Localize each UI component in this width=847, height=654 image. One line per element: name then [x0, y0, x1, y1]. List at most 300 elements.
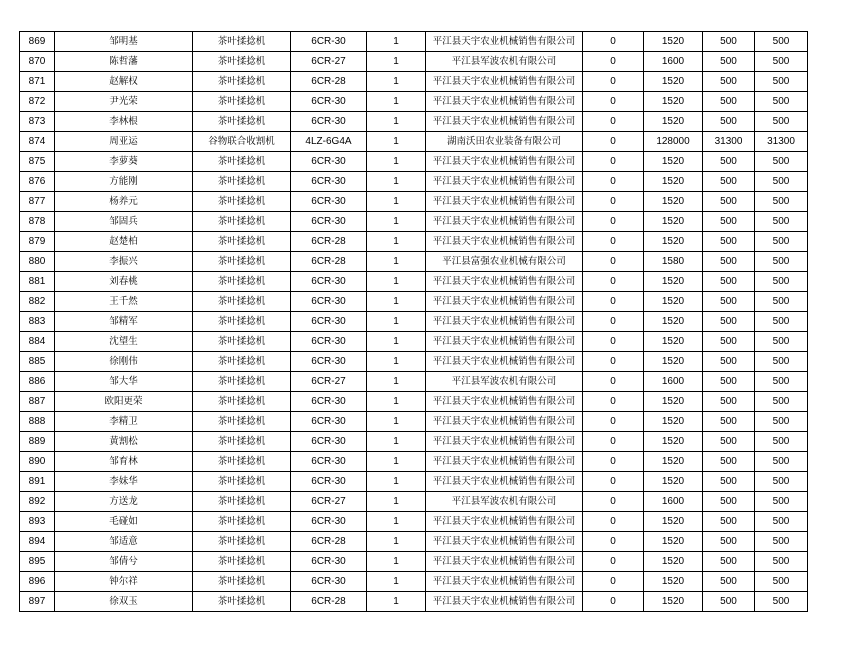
subsidy-total-cell: 500	[755, 452, 808, 472]
dealer-cell: 平江县天宇农业机械销售有限公司	[426, 292, 583, 312]
quantity-cell: 1	[367, 572, 426, 592]
name-cell: 李萝葵	[55, 152, 193, 172]
price-cell: 1520	[644, 272, 703, 292]
subsidy-total-cell: 500	[755, 292, 808, 312]
subsidy-cell: 500	[703, 572, 755, 592]
table-row	[20, 92, 808, 112]
quantity-cell: 1	[367, 392, 426, 412]
quantity-cell: 1	[367, 492, 426, 512]
subsidy-total-cell: 500	[755, 72, 808, 92]
table-row	[20, 112, 808, 132]
dealer-cell: 平江县军波农机有限公司	[426, 372, 583, 392]
table-row	[20, 152, 808, 172]
zero-value-cell: 0	[583, 132, 644, 152]
quantity-cell: 1	[367, 372, 426, 392]
serial-number-cell: 887	[20, 392, 55, 412]
table-row	[20, 552, 808, 572]
zero-value-cell: 0	[583, 552, 644, 572]
dealer-cell: 平江县天宇农业机械销售有限公司	[426, 312, 583, 332]
name-cell: 方送龙	[55, 492, 193, 512]
serial-number-cell: 894	[20, 532, 55, 552]
quantity-cell: 1	[367, 252, 426, 272]
serial-number-cell: 876	[20, 172, 55, 192]
name-cell: 李妹华	[55, 472, 193, 492]
model-cell: 6CR-30	[291, 92, 367, 112]
subsidy-cell: 500	[703, 212, 755, 232]
dealer-cell: 平江县天宇农业机械销售有限公司	[426, 572, 583, 592]
table-row	[20, 412, 808, 432]
zero-value-cell: 0	[583, 52, 644, 72]
zero-value-cell: 0	[583, 412, 644, 432]
quantity-cell: 1	[367, 172, 426, 192]
machine-type-cell: 茶叶揉捻机	[193, 472, 291, 492]
subsidy-total-cell: 500	[755, 392, 808, 412]
price-cell: 1520	[644, 232, 703, 252]
serial-number-cell: 886	[20, 372, 55, 392]
model-cell: 6CR-30	[291, 452, 367, 472]
name-cell: 毛碰如	[55, 512, 193, 532]
subsidy-total-cell: 500	[755, 492, 808, 512]
machine-type-cell: 茶叶揉捻机	[193, 152, 291, 172]
zero-value-cell: 0	[583, 472, 644, 492]
name-cell: 陈哲藩	[55, 52, 193, 72]
price-cell: 1520	[644, 192, 703, 212]
price-cell: 1580	[644, 252, 703, 272]
table-row	[20, 432, 808, 452]
table-row	[20, 192, 808, 212]
subsidy-total-cell: 500	[755, 92, 808, 112]
quantity-cell: 1	[367, 532, 426, 552]
subsidy-total-cell: 500	[755, 412, 808, 432]
table-row	[20, 472, 808, 492]
model-cell: 6CR-30	[291, 432, 367, 452]
subsidy-cell: 500	[703, 32, 755, 52]
zero-value-cell: 0	[583, 332, 644, 352]
dealer-cell: 湖南沃田农业装备有限公司	[426, 132, 583, 152]
price-cell: 1520	[644, 92, 703, 112]
zero-value-cell: 0	[583, 492, 644, 512]
subsidy-cell: 500	[703, 252, 755, 272]
zero-value-cell: 0	[583, 172, 644, 192]
zero-value-cell: 0	[583, 452, 644, 472]
table-row	[20, 172, 808, 192]
serial-number-cell: 877	[20, 192, 55, 212]
machine-type-cell: 茶叶揉捻机	[193, 172, 291, 192]
name-cell: 徐双玉	[55, 592, 193, 612]
price-cell: 1520	[644, 472, 703, 492]
model-cell: 6CR-27	[291, 492, 367, 512]
machine-type-cell: 茶叶揉捻机	[193, 392, 291, 412]
subsidy-cell: 31300	[703, 132, 755, 152]
zero-value-cell: 0	[583, 152, 644, 172]
machine-type-cell: 茶叶揉捻机	[193, 312, 291, 332]
subsidy-cell: 500	[703, 412, 755, 432]
machine-type-cell: 茶叶揉捻机	[193, 412, 291, 432]
subsidy-total-cell: 500	[755, 532, 808, 552]
price-cell: 1520	[644, 412, 703, 432]
name-cell: 周亚运	[55, 132, 193, 152]
model-cell: 6CR-30	[291, 172, 367, 192]
model-cell: 6CR-28	[291, 252, 367, 272]
subsidy-total-cell: 500	[755, 32, 808, 52]
price-cell: 128000	[644, 132, 703, 152]
quantity-cell: 1	[367, 132, 426, 152]
serial-number-cell: 884	[20, 332, 55, 352]
table-row	[20, 312, 808, 332]
model-cell: 6CR-30	[291, 112, 367, 132]
zero-value-cell: 0	[583, 72, 644, 92]
model-cell: 6CR-28	[291, 592, 367, 612]
machine-type-cell: 茶叶揉捻机	[193, 432, 291, 452]
serial-number-cell: 890	[20, 452, 55, 472]
subsidy-cell: 500	[703, 332, 755, 352]
price-cell: 1520	[644, 32, 703, 52]
quantity-cell: 1	[367, 192, 426, 212]
subsidy-cell: 500	[703, 72, 755, 92]
name-cell: 杨养元	[55, 192, 193, 212]
subsidy-cell: 500	[703, 452, 755, 472]
zero-value-cell: 0	[583, 92, 644, 112]
subsidy-cell: 500	[703, 292, 755, 312]
serial-number-cell: 883	[20, 312, 55, 332]
quantity-cell: 1	[367, 52, 426, 72]
quantity-cell: 1	[367, 552, 426, 572]
subsidy-total-cell: 500	[755, 552, 808, 572]
price-cell: 1520	[644, 392, 703, 412]
serial-number-cell: 885	[20, 352, 55, 372]
machine-type-cell: 茶叶揉捻机	[193, 92, 291, 112]
table-row	[20, 352, 808, 372]
quantity-cell: 1	[367, 332, 426, 352]
quantity-cell: 1	[367, 92, 426, 112]
dealer-cell: 平江县天宇农业机械销售有限公司	[426, 72, 583, 92]
model-cell: 6CR-30	[291, 212, 367, 232]
price-cell: 1520	[644, 112, 703, 132]
quantity-cell: 1	[367, 432, 426, 452]
serial-number-cell: 875	[20, 152, 55, 172]
serial-number-cell: 880	[20, 252, 55, 272]
dealer-cell: 平江县天宇农业机械销售有限公司	[426, 332, 583, 352]
subsidy-total-cell: 500	[755, 172, 808, 192]
table-row	[20, 252, 808, 272]
machine-type-cell: 茶叶揉捻机	[193, 232, 291, 252]
machine-type-cell: 茶叶揉捻机	[193, 192, 291, 212]
subsidy-total-cell: 500	[755, 152, 808, 172]
subsidy-cell: 500	[703, 352, 755, 372]
model-cell: 6CR-30	[291, 272, 367, 292]
price-cell: 1520	[644, 72, 703, 92]
dealer-cell: 平江县富强农业机械有限公司	[426, 252, 583, 272]
name-cell: 邹固兵	[55, 212, 193, 232]
model-cell: 6CR-30	[291, 332, 367, 352]
subsidy-cell: 500	[703, 112, 755, 132]
quantity-cell: 1	[367, 312, 426, 332]
name-cell: 邹适意	[55, 532, 193, 552]
machine-type-cell: 茶叶揉捻机	[193, 112, 291, 132]
model-cell: 6CR-30	[291, 392, 367, 412]
dealer-cell: 平江县天宇农业机械销售有限公司	[426, 472, 583, 492]
serial-number-cell: 892	[20, 492, 55, 512]
quantity-cell: 1	[367, 352, 426, 372]
name-cell: 邹精军	[55, 312, 193, 332]
name-cell: 沈望生	[55, 332, 193, 352]
zero-value-cell: 0	[583, 292, 644, 312]
subsidy-cell: 500	[703, 432, 755, 452]
dealer-cell: 平江县天宇农业机械销售有限公司	[426, 452, 583, 472]
model-cell: 6CR-30	[291, 292, 367, 312]
subsidy-total-cell: 500	[755, 592, 808, 612]
serial-number-cell: 870	[20, 52, 55, 72]
dealer-cell: 平江县天宇农业机械销售有限公司	[426, 232, 583, 252]
machine-type-cell: 茶叶揉捻机	[193, 532, 291, 552]
model-cell: 4LZ-6G4A	[291, 132, 367, 152]
zero-value-cell: 0	[583, 232, 644, 252]
table-row	[20, 212, 808, 232]
subsidy-cell: 500	[703, 372, 755, 392]
subsidy-total-cell: 500	[755, 52, 808, 72]
machine-type-cell: 茶叶揉捻机	[193, 32, 291, 52]
serial-number-cell: 878	[20, 212, 55, 232]
dealer-cell: 平江县天宇农业机械销售有限公司	[426, 352, 583, 372]
serial-number-cell: 895	[20, 552, 55, 572]
machine-type-cell: 茶叶揉捻机	[193, 552, 291, 572]
subsidy-total-cell: 500	[755, 232, 808, 252]
machine-type-cell: 茶叶揉捻机	[193, 252, 291, 272]
dealer-cell: 平江县天宇农业机械销售有限公司	[426, 272, 583, 292]
quantity-cell: 1	[367, 512, 426, 532]
price-cell: 1520	[644, 212, 703, 232]
quantity-cell: 1	[367, 472, 426, 492]
machine-type-cell: 茶叶揉捻机	[193, 52, 291, 72]
quantity-cell: 1	[367, 112, 426, 132]
dealer-cell: 平江县天宇农业机械销售有限公司	[426, 92, 583, 112]
serial-number-cell: 888	[20, 412, 55, 432]
subsidy-cell: 500	[703, 392, 755, 412]
machine-type-cell: 茶叶揉捻机	[193, 332, 291, 352]
zero-value-cell: 0	[583, 352, 644, 372]
dealer-cell: 平江县天宇农业机械销售有限公司	[426, 192, 583, 212]
model-cell: 6CR-28	[291, 72, 367, 92]
machine-type-cell: 茶叶揉捻机	[193, 292, 291, 312]
name-cell: 邹大华	[55, 372, 193, 392]
subsidy-cell: 500	[703, 312, 755, 332]
table-row	[20, 32, 808, 52]
name-cell: 赵解权	[55, 72, 193, 92]
table-row	[20, 232, 808, 252]
zero-value-cell: 0	[583, 572, 644, 592]
subsidy-cell: 500	[703, 192, 755, 212]
quantity-cell: 1	[367, 452, 426, 472]
price-cell: 1520	[644, 432, 703, 452]
dealer-cell: 平江县天宇农业机械销售有限公司	[426, 432, 583, 452]
dealer-cell: 平江县天宇农业机械销售有限公司	[426, 112, 583, 132]
subsidy-total-cell: 500	[755, 312, 808, 332]
table-row	[20, 372, 808, 392]
subsidy-total-cell: 500	[755, 252, 808, 272]
subsidy-cell: 500	[703, 512, 755, 532]
table-row	[20, 132, 808, 152]
name-cell: 李林根	[55, 112, 193, 132]
subsidy-table	[19, 31, 808, 612]
serial-number-cell: 872	[20, 92, 55, 112]
table-row	[20, 452, 808, 472]
subsidy-total-cell: 500	[755, 512, 808, 532]
machine-type-cell: 茶叶揉捻机	[193, 492, 291, 512]
model-cell: 6CR-28	[291, 232, 367, 252]
serial-number-cell: 882	[20, 292, 55, 312]
subsidy-cell: 500	[703, 472, 755, 492]
quantity-cell: 1	[367, 292, 426, 312]
machine-type-cell: 谷物联合收割机	[193, 132, 291, 152]
quantity-cell: 1	[367, 592, 426, 612]
serial-number-cell: 896	[20, 572, 55, 592]
zero-value-cell: 0	[583, 312, 644, 332]
name-cell: 黄割松	[55, 432, 193, 452]
serial-number-cell: 874	[20, 132, 55, 152]
table-row	[20, 52, 808, 72]
model-cell: 6CR-28	[291, 532, 367, 552]
model-cell: 6CR-30	[291, 312, 367, 332]
price-cell: 1600	[644, 372, 703, 392]
machine-type-cell: 茶叶揉捻机	[193, 512, 291, 532]
serial-number-cell: 897	[20, 592, 55, 612]
name-cell: 方能刚	[55, 172, 193, 192]
price-cell: 1520	[644, 312, 703, 332]
machine-type-cell: 茶叶揉捻机	[193, 352, 291, 372]
table-row	[20, 572, 808, 592]
model-cell: 6CR-27	[291, 372, 367, 392]
subsidy-total-cell: 500	[755, 472, 808, 492]
table-row	[20, 512, 808, 532]
subsidy-total-cell: 31300	[755, 132, 808, 152]
subsidy-total-cell: 500	[755, 332, 808, 352]
price-cell: 1520	[644, 172, 703, 192]
dealer-cell: 平江县天宇农业机械销售有限公司	[426, 512, 583, 532]
table-row	[20, 292, 808, 312]
machine-type-cell: 茶叶揉捻机	[193, 72, 291, 92]
price-cell: 1520	[644, 552, 703, 572]
subsidy-total-cell: 500	[755, 372, 808, 392]
dealer-cell: 平江县军波农机有限公司	[426, 52, 583, 72]
subsidy-total-cell: 500	[755, 192, 808, 212]
price-cell: 1520	[644, 532, 703, 552]
machine-type-cell: 茶叶揉捻机	[193, 592, 291, 612]
subsidy-total-cell: 500	[755, 572, 808, 592]
price-cell: 1520	[644, 452, 703, 472]
quantity-cell: 1	[367, 412, 426, 432]
serial-number-cell: 873	[20, 112, 55, 132]
machine-type-cell: 茶叶揉捻机	[193, 452, 291, 472]
subsidy-cell: 500	[703, 152, 755, 172]
model-cell: 6CR-30	[291, 512, 367, 532]
subsidy-cell: 500	[703, 92, 755, 112]
quantity-cell: 1	[367, 272, 426, 292]
zero-value-cell: 0	[583, 592, 644, 612]
price-cell: 1520	[644, 152, 703, 172]
price-cell: 1520	[644, 512, 703, 532]
name-cell: 邹明基	[55, 32, 193, 52]
price-cell: 1520	[644, 352, 703, 372]
zero-value-cell: 0	[583, 392, 644, 412]
subsidy-total-cell: 500	[755, 212, 808, 232]
dealer-cell: 平江县天宇农业机械销售有限公司	[426, 532, 583, 552]
price-cell: 1520	[644, 332, 703, 352]
name-cell: 欧阳更荣	[55, 392, 193, 412]
dealer-cell: 平江县军波农机有限公司	[426, 492, 583, 512]
table-row	[20, 532, 808, 552]
name-cell: 尹光荣	[55, 92, 193, 112]
subsidy-cell: 500	[703, 172, 755, 192]
machine-type-cell: 茶叶揉捻机	[193, 372, 291, 392]
price-cell: 1600	[644, 52, 703, 72]
name-cell: 刘春桃	[55, 272, 193, 292]
serial-number-cell: 893	[20, 512, 55, 532]
model-cell: 6CR-30	[291, 412, 367, 432]
subsidy-cell: 500	[703, 552, 755, 572]
quantity-cell: 1	[367, 72, 426, 92]
dealer-cell: 平江县天宇农业机械销售有限公司	[426, 392, 583, 412]
subsidy-total-cell: 500	[755, 112, 808, 132]
serial-number-cell: 881	[20, 272, 55, 292]
quantity-cell: 1	[367, 32, 426, 52]
dealer-cell: 平江县天宇农业机械销售有限公司	[426, 412, 583, 432]
subsidy-cell: 500	[703, 492, 755, 512]
table-row	[20, 72, 808, 92]
serial-number-cell: 879	[20, 232, 55, 252]
price-cell: 1520	[644, 292, 703, 312]
table-body	[20, 32, 808, 612]
table-row	[20, 272, 808, 292]
subsidy-cell: 500	[703, 52, 755, 72]
dealer-cell: 平江县天宇农业机械销售有限公司	[426, 172, 583, 192]
serial-number-cell: 871	[20, 72, 55, 92]
name-cell: 李精卫	[55, 412, 193, 432]
zero-value-cell: 0	[583, 512, 644, 532]
model-cell: 6CR-30	[291, 472, 367, 492]
price-cell: 1520	[644, 592, 703, 612]
subsidy-total-cell: 500	[755, 272, 808, 292]
quantity-cell: 1	[367, 152, 426, 172]
table-row	[20, 392, 808, 412]
table-row	[20, 492, 808, 512]
table-row	[20, 332, 808, 352]
machine-type-cell: 茶叶揉捻机	[193, 212, 291, 232]
serial-number-cell: 869	[20, 32, 55, 52]
zero-value-cell: 0	[583, 212, 644, 232]
model-cell: 6CR-30	[291, 572, 367, 592]
subsidy-total-cell: 500	[755, 352, 808, 372]
dealer-cell: 平江县天宇农业机械销售有限公司	[426, 592, 583, 612]
zero-value-cell: 0	[583, 432, 644, 452]
price-cell: 1600	[644, 492, 703, 512]
model-cell: 6CR-30	[291, 552, 367, 572]
dealer-cell: 平江县天宇农业机械销售有限公司	[426, 552, 583, 572]
machine-type-cell: 茶叶揉捻机	[193, 572, 291, 592]
name-cell: 邹育林	[55, 452, 193, 472]
subsidy-cell: 500	[703, 232, 755, 252]
zero-value-cell: 0	[583, 32, 644, 52]
name-cell: 李振兴	[55, 252, 193, 272]
price-cell: 1520	[644, 572, 703, 592]
subsidy-total-cell: 500	[755, 432, 808, 452]
dealer-cell: 平江县天宇农业机械销售有限公司	[426, 212, 583, 232]
dealer-cell: 平江县天宇农业机械销售有限公司	[426, 152, 583, 172]
model-cell: 6CR-30	[291, 32, 367, 52]
model-cell: 6CR-30	[291, 192, 367, 212]
quantity-cell: 1	[367, 232, 426, 252]
machine-type-cell: 茶叶揉捻机	[193, 272, 291, 292]
subsidy-cell: 500	[703, 592, 755, 612]
